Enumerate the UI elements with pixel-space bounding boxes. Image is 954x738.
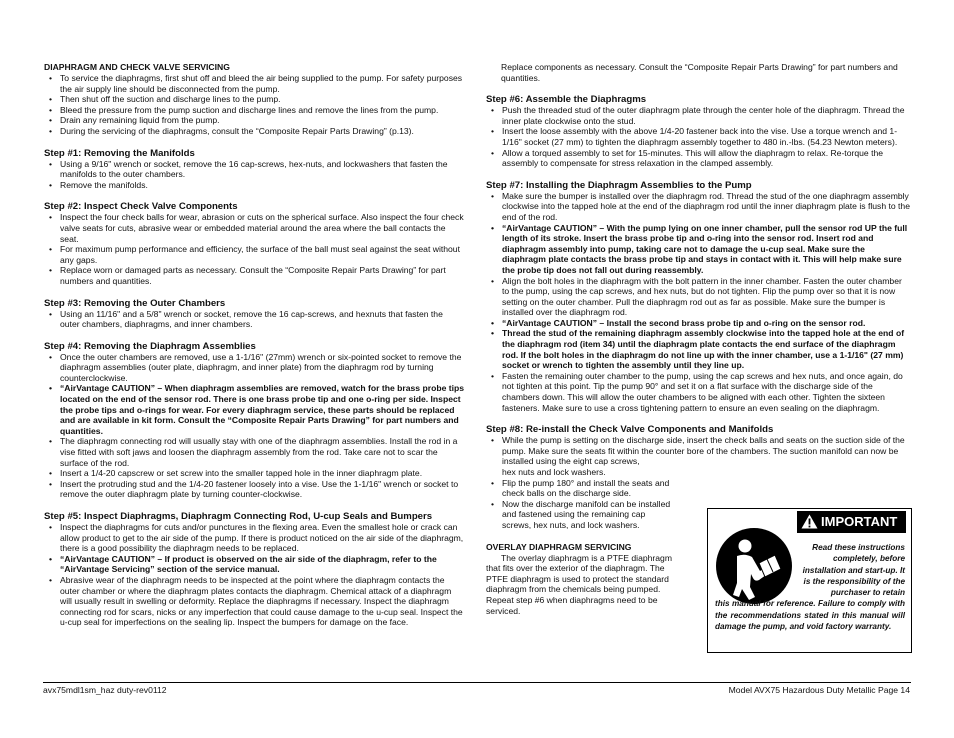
caution-item: • “AirVantage CAUTION” – If product is observed on the air side of the diaphragm, refer to the “AirVantage Servicing” section of the service manual. [44, 554, 464, 575]
caution-item: • “AirVantage CAUTION” – When diaphragm assemblies are removed, watch for the brass probe tips located on the end of the sensor rod. There is one brass probe tip and one o-ring per side. Inspect the probe tips and o-rings for wear. For every diaphragm service, these parts should be replaced and are available in kit form. Consult the “Composite Repair Parts Drawing” for part numbers and quantities. [44, 383, 464, 436]
step2-heading: Step #2: Inspect Check Valve Components [44, 201, 238, 213]
list-item: • Remove the manifolds. [44, 180, 464, 191]
footer-page-info: Model AVX75 Hazardous Duty Metallic Page 14 [728, 685, 910, 695]
step5-heading: Step #5: Inspect Diaphragms, Diaphragm Connecting Rod, U-cup Seals and Bumpers [44, 511, 433, 522]
list-item: • Allow a torqued assembly to set for 15-minutes. This will allow the diaphragm to relax. Re-torque the assembly to compensate for stress relaxation in the clamped assembly. [486, 148, 911, 169]
overlay-text: The overlay diaphragm is a PTFE diaphragm that fits over the exterior of the diaphragm. The PTFE diaphragm is used to protect the standard diaphragm from the chemicals being pumped. Repeat step #6 when diaphragms need to be serviced. [486, 552, 672, 616]
list-item: • Using a 9/16" wrench or socket, remove the 16 cap-screws, hex-nuts, and lockwashers that fasten the manifolds to the outer chambers. [44, 159, 464, 180]
important-text [715, 542, 905, 632]
step1-heading: Step #1: Removing the Manifolds [44, 147, 195, 159]
step3-list [44, 309, 464, 330]
step8-item1-cont: hex nuts and lock washers. [502, 467, 606, 477]
diaphragm-check-heading: DIAPHRAGM AND CHECK VALVE SERVICING [44, 62, 230, 72]
important-text-b: this manual for reference. Failure to comply with the recommendations stated in this manual will damage the pump, and void factory warranty. [715, 599, 905, 632]
step6-heading: Step #6: Assemble the Diaphragms [486, 94, 647, 106]
step8-list [486, 435, 911, 477]
list-item: • To service the diaphragms, first shut off and bleed the air being supplied to the pump. For safety purposes the air supply line should be disconnected from the pump. [44, 73, 464, 94]
important-text-a: Read these instructions completely, before installation and start-up. It is the responsibility of the purchaser to retain [802, 543, 905, 598]
step4-list [44, 352, 464, 500]
step3-heading: Step #3: Removing the Outer Chambers [44, 297, 226, 309]
list-item: • Inspect the four check balls for wear, abrasion or cuts on the spherical surface. Also inspect the four check valve seats for cuts, abrasive wear or embedded material around the area where the ball contacts the seat. [44, 212, 464, 244]
list-item: • Abrasive wear of the diaphragm needs to be inspected at the point where the diaphragm contacts the outer chamber or where the diaphragm plates contacts the diaphragm. Chemical attack of a diaphragm will usually result in swelling or deformity. Replace the diaphragms if necessary. Inspect the diaphragm connecting rod for scars, nicks or any imperfection that could cause damage to the u-cup seal. Inspect the u-cup seal for imperfections on the sealing lip. Inspect the bumpers for damage on the face. [44, 575, 464, 628]
list-item: • Inspect the diaphragms for cuts and/or punctures in the flexing area. Even the smallest hole or crack can allow product to get to the air side of the pump. If there is product noticed on the air side of the diaphragm, there is a good possibility the diaphragm needs to be replaced. [44, 522, 464, 554]
footer-divider [43, 682, 911, 683]
list-item: • Push the threaded stud of the outer diaphragm plate through the center hole of the diaphragm. Thread the inner plate clockwise onto the stud. [486, 105, 911, 126]
list-item: • Using an 11/16" and a 5/8" wrench or socket, remove the 16 cap-screws, and hexnuts that fasten the outer chambers, diaphragms, and inner chambers. [44, 309, 464, 330]
step2-list [44, 212, 464, 286]
list-item [486, 435, 911, 477]
left-column [44, 62, 464, 628]
step6-list [486, 105, 911, 169]
step8-item1-text: While the pump is setting on the discharge side, insert the check balls and seats on the suction side of the pump. Make sure the seats fit within the counter bore of the chambers. The suction manifold can now be installed using the eight cap screws, [502, 435, 905, 467]
list-item: • For maximum pump performance and efficiency, the surface of the ball must seal against the seat without any gaps. [44, 244, 464, 265]
warning-icon [801, 514, 818, 529]
step8-heading: Step #8: Re-install the Check Valve Components and Manifolds [486, 424, 774, 436]
important-notice-box [707, 508, 912, 653]
list-item: • Fasten the remaining outer chamber to the pump, using the cap screws and hex nuts, and once again, do not tighten at this point. Tip the pump 90° and set it on a flat surface with the discharge side of the chambers down. This will allow the outer chambers to be aligned with each other. Tighten the sixteen fasteners. Make sure to use a cross tightening pattern to ensure an even sealing on the diaphragm. [486, 371, 911, 413]
step8-list-narrow [486, 478, 676, 531]
list-item: • Align the bolt holes in the diaphragm with the bolt pattern in the inner chamber. Fasten the outer chamber to the pump, using the cap screws, and hex nuts, but do not tighten. Flip the pump over so that it is now setting on the outer chamber. Pull the diaphragm rod out as far as possible. Make sure the bumper is installed over the diaphragm rod. [486, 276, 911, 318]
list-item: • Thread the stud of the remaining diaphragm assembly clockwise into the tapped hole at the end of the diaphragm rod (item 34) until the diaphragm plate contacts the end surface of the diaphragm rod. If the bolt holes in the diaphragm do not line up with the inner chamber, use a 1-1/16" (27 mm) socket or wrench to tighten the assembly until they line up. [486, 328, 911, 370]
list-item: • Drain any remaining liquid from the pump. [44, 115, 464, 126]
list-item: • Bleed the pressure from the pump suction and discharge lines and remove the lines from the pump. [44, 105, 464, 116]
list-item: • The diaphragm connecting rod will usually stay with one of the diaphragm assemblies. Install the rod in a vise fitted with soft jaws and loosen the diaphragm assembly from the rod. Take care not to scar the surface of the rod. [44, 436, 464, 468]
step7-list [486, 191, 911, 413]
important-header [797, 511, 906, 533]
list-item: • Replace worn or damaged parts as necessary. Consult the “Composite Repair Parts Drawing” for part numbers and quantities. [44, 265, 464, 286]
step4-heading: Step #4: Removing the Diaphragm Assemblies [44, 340, 256, 352]
list-item: • Once the outer chambers are removed, use a 1-1/16" (27mm) wrench or six-pointed socket to remove the diaphragm assemblies (outer plate, diaphragm, and inner plate) from the diaphragm rod by turning counterclockwise. [44, 352, 464, 384]
step8-narrow-block [486, 478, 676, 617]
list-item: • Make sure the bumper is installed over the diaphragm rod. Thread the stud of the one diaphragm assembly clockwise into the tapped hole at the end of the diaphragm rod until the inner diaphragm plate is flush to the end of the rod. [486, 191, 911, 223]
step5-list [44, 522, 464, 628]
footer-doc-id: avx75mdl1sm_haz duty-rev0112 [43, 685, 167, 695]
step1-list [44, 159, 464, 191]
list-item: • Insert the protruding stud and the 1/4-20 fastener loosely into a vise. Use the 1-1/16" wrench or socket to remove the outer diaphragm plate by turning counter-clockwise. [44, 479, 464, 500]
list-item: • Insert a 1/4-20 capscrew or set screw into the smaller tapped hole in the inner diaphragm plate. [44, 468, 464, 479]
list-item: • During the servicing of the diaphragms, consult the “Composite Repair Parts Drawing” (p.13). [44, 126, 464, 137]
replace-components-text: Replace components as necessary. Consult the “Composite Repair Parts Drawing” for part numbers and quantities. [501, 62, 898, 83]
diaphragm-check-list [44, 73, 464, 137]
list-item: • Flip the pump 180° and install the seats and check balls on the discharge side. [486, 478, 676, 499]
overlay-heading: OVERLAY DIAPHRAGM SERVICING [486, 541, 632, 552]
list-item: • Now the discharge manifold can be installed and fastened using the remaining cap screws, hex nuts, and lock washers. [486, 499, 676, 531]
caution-item: • “AirVantage CAUTION” – With the pump lying on one inner chamber, pull the sensor rod UP the full length of its stroke. Insert the brass probe tip and o-ring into the sensor rod. Insert rod and diaphragm assembly into pump, taking care not to damage the u-cup seal. Make sure the diaphragm plate contacts the brass probe tip and stays in contact with it. This will help make sure the probe tip does not fall out during reassembly. [486, 223, 911, 276]
list-item: • Then shut off the suction and discharge lines to the pump. [44, 94, 464, 105]
step7-heading: Step #7: Installing the Diaphragm Assemblies to the Pump [486, 179, 752, 191]
list-item: • Insert the loose assembly with the above 1/4-20 fastener back into the vise. Use a torque wrench and 1-1/16" socket (27 mm) to tighten the diaphragm assembly together to 480 in.-lbs. (54.23 Newton meters). [486, 126, 911, 147]
important-label: IMPORTANT [821, 514, 898, 529]
caution-item: • “AirVantage CAUTION” – Install the second brass probe tip and o-ring on the sensor rod. [486, 318, 911, 329]
